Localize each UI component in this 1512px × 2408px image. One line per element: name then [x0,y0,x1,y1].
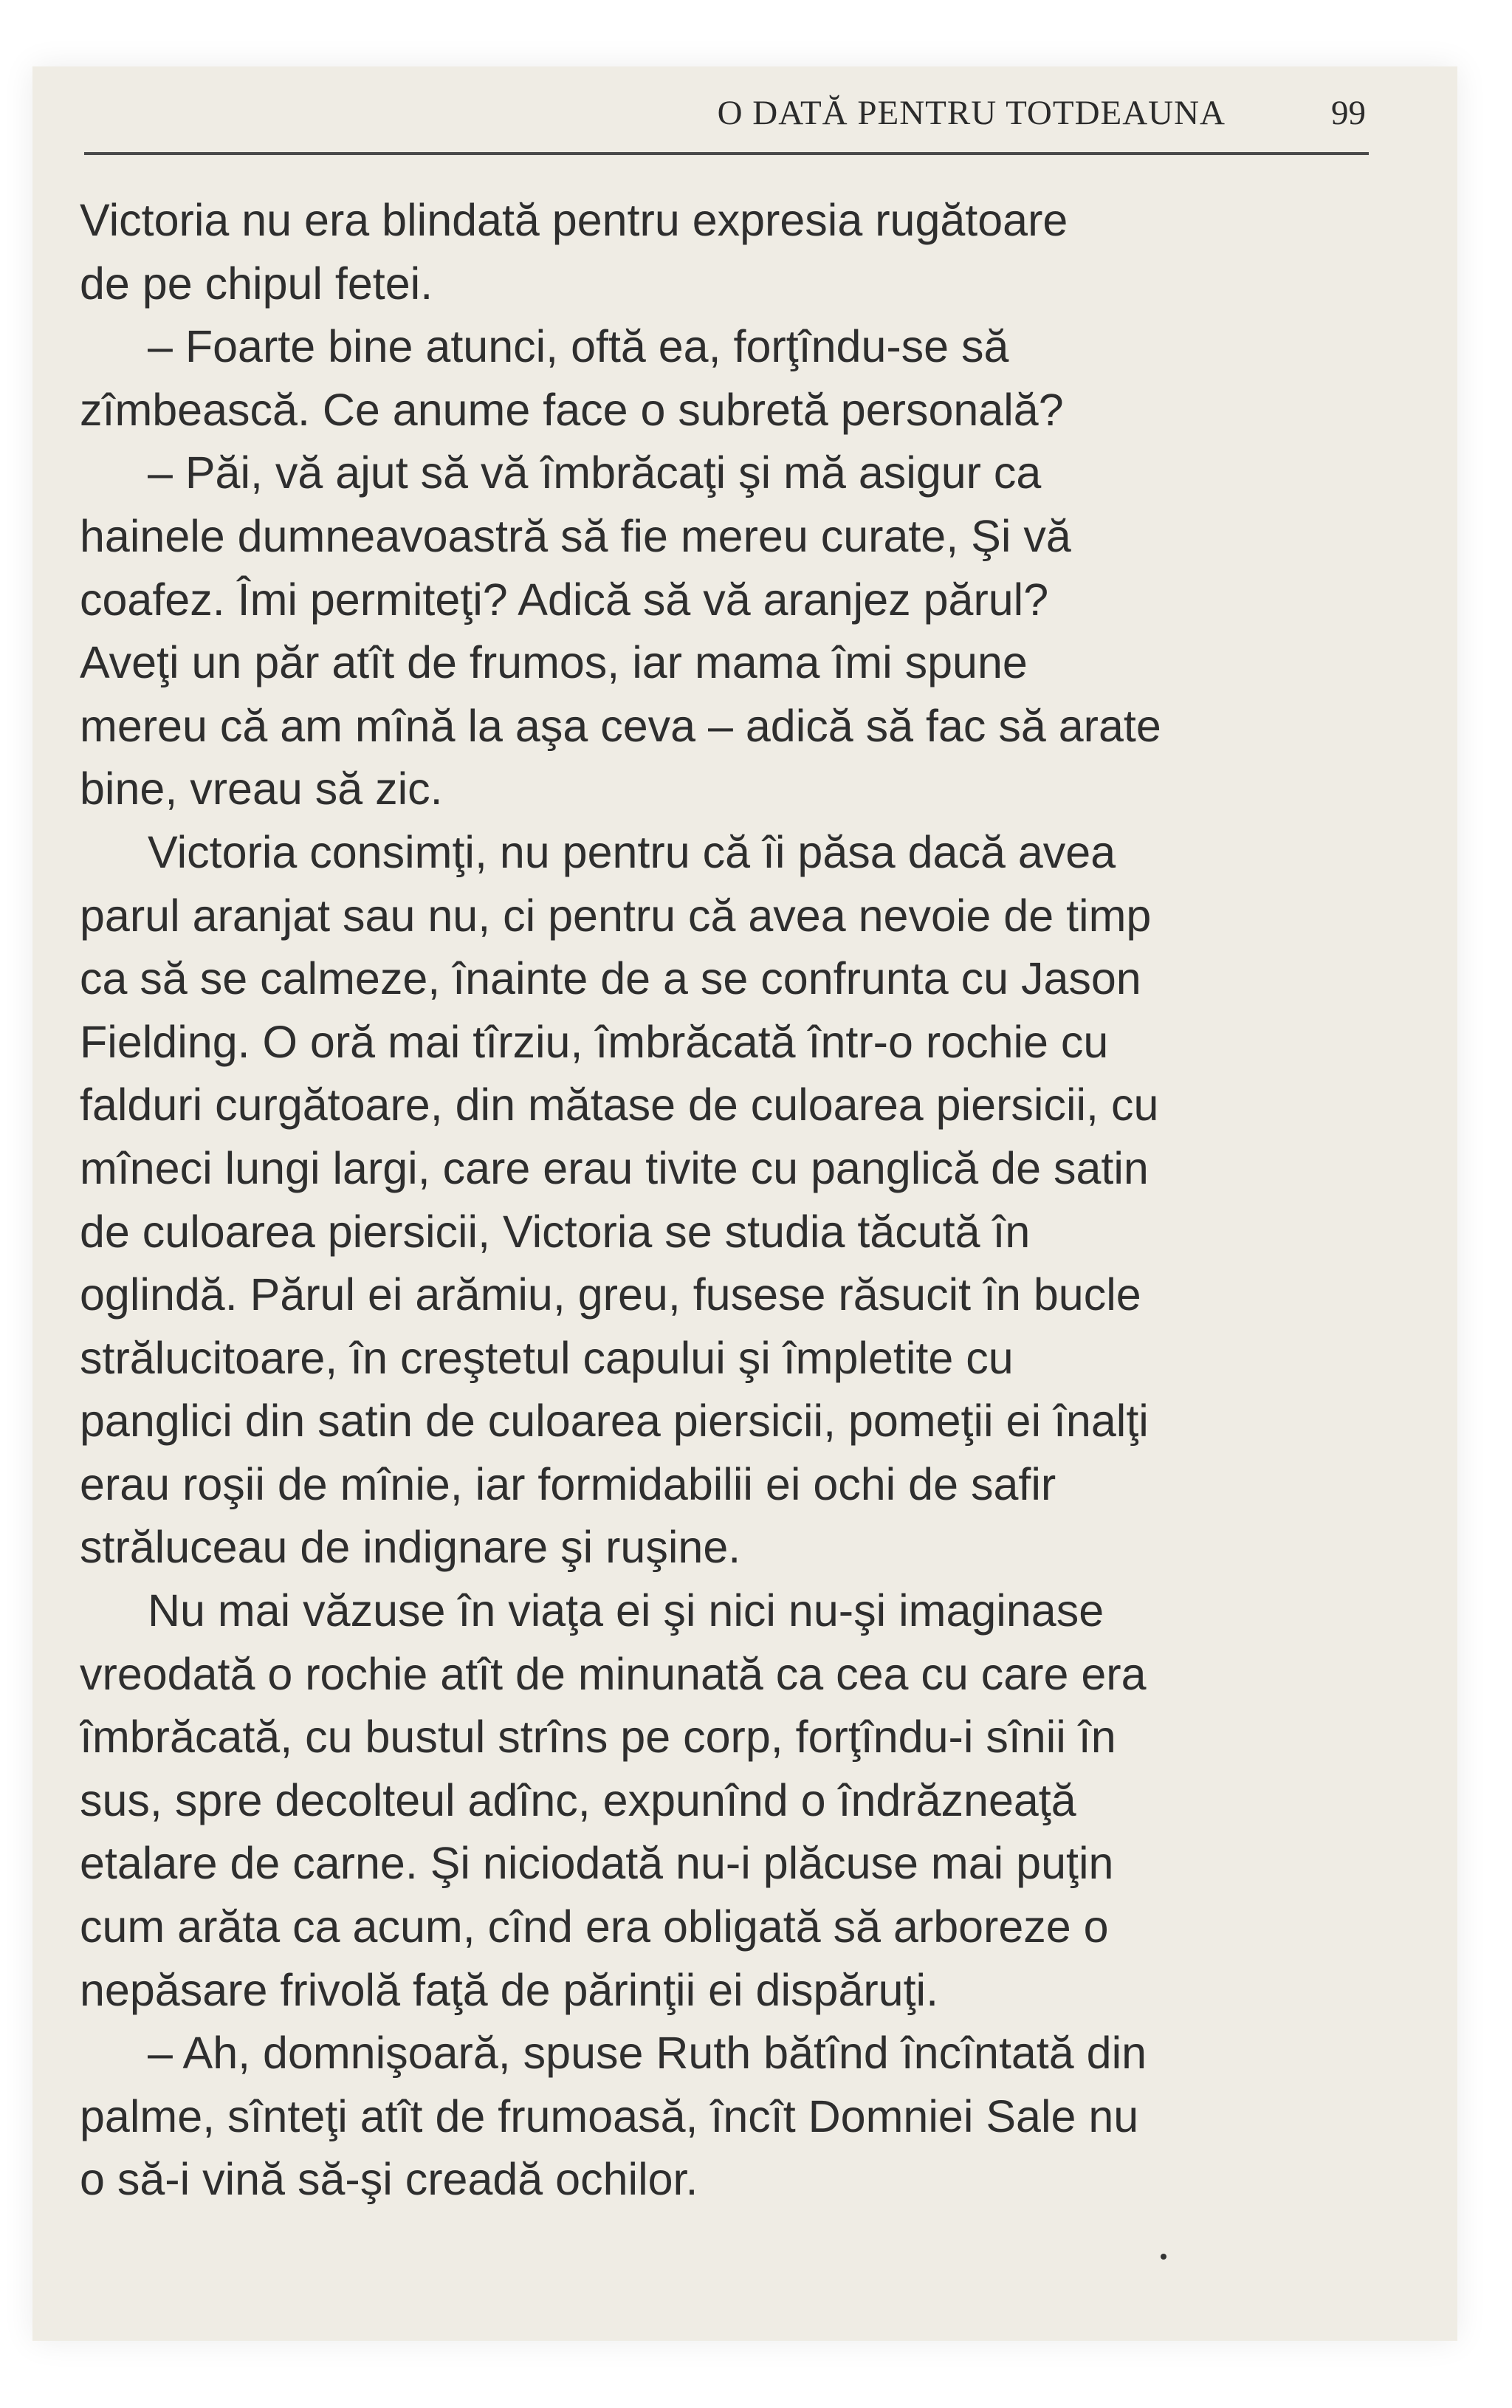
text-line: mîneci lungi largi, care erau tivite cu panglică de satin [80,1142,1149,1193]
running-title: O DATĂ PENTRU TOTDEAUNA [717,94,1226,132]
text-line: etalare de carne. Şi niciodată nu-i plăcuse mai puţin [80,1838,1114,1889]
text-line: – Foarte bine atunci, oftă ea, forţîndu-se să [148,321,1009,372]
text-line: hainele dumneavoastră să fie mereu curate, Şi vă [80,510,1071,561]
text-line: vreodată o rochie atît de minunată ca cea cu care era [80,1648,1147,1699]
text-line: – Păi, vă ajut să vă îmbrăcaţi şi mă asigur ca [148,447,1042,498]
text-line: de pe chipul fetei. [80,258,433,309]
text-line: falduri curgătoare, din mătase de culoarea piersicii, cu [80,1080,1159,1131]
page-number: 99 [1331,94,1366,132]
text-line: Victoria nu era blindată pentru expresia rugătoare [80,195,1068,245]
text-line: îmbrăcată, cu bustul strîns pe corp, forţîndu-i sînii în [80,1712,1116,1763]
text-line: străluceau de indignare şi ruşine. [80,1522,741,1573]
text-line: ca să se calmeze, înainte de a se confrunta cu Jason [80,953,1141,1004]
text-line: Aveţi un păr atît de frumos, iar mama îmi spune [80,637,1028,688]
text-line: cum arăta ca acum, cînd era obligată să arboreze o [80,1901,1109,1952]
text-line: – Ah, domnişoară, spuse Ruth bătînd încîntată din [148,2028,1147,2079]
text-line: Nu mai văzuse în viaţa ei şi nici nu-şi imaginase [148,1585,1104,1636]
page-header [81,93,1366,136]
text-line: nepăsare frivolă faţă de părinţii ei dispăruţi. [80,1964,939,2015]
text-line: mereu că am mînă la aşa ceva – adică să fac să arate [80,700,1161,751]
text-line: erau roşii de mînie, iar formidabilii ei ochi de safir [80,1458,1056,1509]
text-line: Fielding. O oră mai tîrziu, îmbrăcată într-o rochie cu [80,1016,1109,1067]
text-line: sus, spre decolteul adînc, expunînd o îndrăzneaţă [80,1774,1076,1825]
text-line: de culoarea piersicii, Victoria se studia tăcută în [80,1206,1031,1257]
text-line: parul aranjat sau nu, ci pentru că avea nevoie de timp [80,890,1152,941]
text-line: strălucitoare, în creştetul capului şi împletite cu [80,1332,1014,1383]
text-line: zîmbească. Ce anume face o subretă personală? [80,384,1064,435]
text-line: o să-i vină să-şi creadă ochilor. [80,2154,698,2205]
text-line: palme, sînteţi atît de frumoasă, încît Domniei Sale nu [80,2090,1139,2141]
text-line: panglici din satin de culoarea piersicii, pomeţii ei înalţi [80,1396,1149,1447]
text-line: Victoria consimţi, nu pentru că îi păsa dacă avea [148,826,1116,877]
text-line: oglindă. Părul ei arămiu, greu, fusese răsucit în bucle [80,1269,1141,1320]
body-text [80,189,1372,2212]
text-line: bine, vreau să zic. [80,764,443,814]
ink-speck [1161,2254,1166,2260]
text-line: coafez. Îmi permiteţi? Adică să vă aranjez părul? [80,574,1049,625]
header-rule [84,152,1369,155]
